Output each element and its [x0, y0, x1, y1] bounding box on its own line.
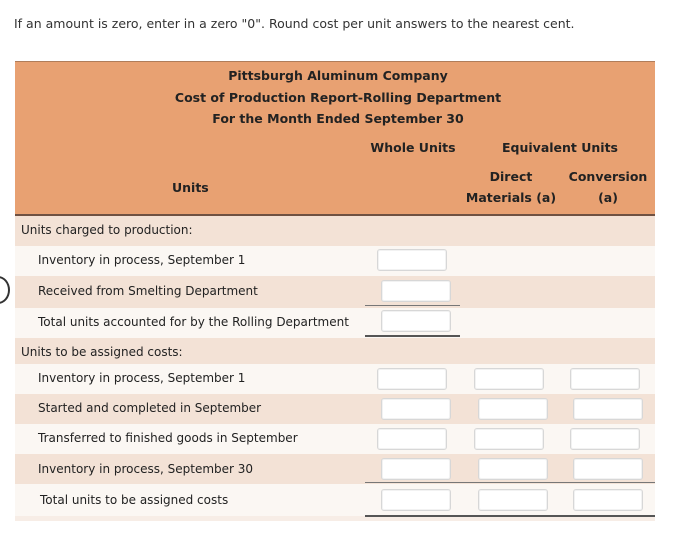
table-row: [15, 308, 655, 338]
row-label: Inventory in process, September 1: [38, 253, 246, 267]
table-row: [15, 484, 655, 516]
total-double-rule: [365, 335, 460, 337]
cost-of-production-report: [15, 61, 655, 521]
table-row: [15, 394, 655, 424]
equivalent-units-header: Equivalent Units: [502, 140, 618, 155]
inv-sep1-conv-input[interactable]: [570, 368, 640, 390]
header-row-1: [15, 134, 655, 164]
inv-sep30-conv-input[interactable]: [573, 458, 643, 480]
section-row: [15, 216, 655, 246]
conversion-header-line2: (a): [598, 190, 618, 205]
whole-units-header: Whole Units: [370, 140, 456, 155]
table-row: [15, 246, 655, 276]
row-label: Total units accounted for by the Rolling Department: [38, 315, 349, 329]
table-row: [15, 364, 655, 394]
inv-sep30-dm-input[interactable]: [478, 458, 548, 480]
transferred-dm-input[interactable]: [474, 428, 544, 450]
subtotal-rule: [365, 482, 655, 483]
row-label: Received from Smelting Department: [38, 284, 258, 298]
received-whole-input[interactable]: [381, 280, 451, 302]
report-period: For the Month Ended September 30: [212, 111, 464, 126]
units-header: Units: [172, 180, 209, 195]
section-label-assigned: Units to be assigned costs:: [21, 345, 183, 359]
header-row-2: [15, 162, 655, 216]
table-row: [15, 454, 655, 484]
direct-materials-header-line2: Materials (a): [465, 190, 557, 205]
total-assigned-conv-input[interactable]: [573, 489, 643, 511]
started-conv-input[interactable]: [573, 398, 643, 420]
row-label: Inventory in process, September 30: [38, 462, 254, 476]
inv-sep30-whole-input[interactable]: [381, 458, 451, 480]
circle-marker-icon: [0, 276, 10, 304]
total-double-rule: [365, 515, 655, 517]
company-name: Pittsburgh Aluminum Company: [228, 68, 448, 83]
table-row: [15, 424, 655, 454]
subtotal-rule: [365, 305, 460, 306]
started-dm-input[interactable]: [478, 398, 548, 420]
transferred-whole-input[interactable]: [377, 428, 447, 450]
row-label: Started and completed in September: [38, 401, 262, 415]
conversion-header-line1: Conversion: [568, 169, 648, 184]
started-whole-input[interactable]: [381, 398, 451, 420]
row-label: Transferred to finished goods in September: [38, 431, 298, 445]
inv-sep1-whole-input[interactable]: [377, 368, 447, 390]
report-title-band: [15, 61, 655, 137]
total-accounted-whole-input[interactable]: [381, 310, 451, 332]
inv-sep1-dm-input[interactable]: [474, 368, 544, 390]
direct-materials-header-line1: Direct: [489, 169, 533, 184]
transferred-conv-input[interactable]: [570, 428, 640, 450]
table-row: [15, 276, 655, 308]
row-label: Inventory in process, September 1: [38, 371, 246, 385]
inventory-sep1-whole-input[interactable]: [377, 249, 447, 271]
report-title: Cost of Production Report-Rolling Department: [174, 90, 502, 105]
section-label-charged: Units charged to production:: [21, 223, 193, 237]
total-assigned-whole-input[interactable]: [381, 489, 451, 511]
row-label: Total units to be assigned costs: [40, 493, 229, 507]
total-assigned-dm-input[interactable]: [478, 489, 548, 511]
instructions-text: If an amount is zero, enter in a zero "0". Round cost per unit answers to the nearest cent.: [14, 16, 575, 31]
